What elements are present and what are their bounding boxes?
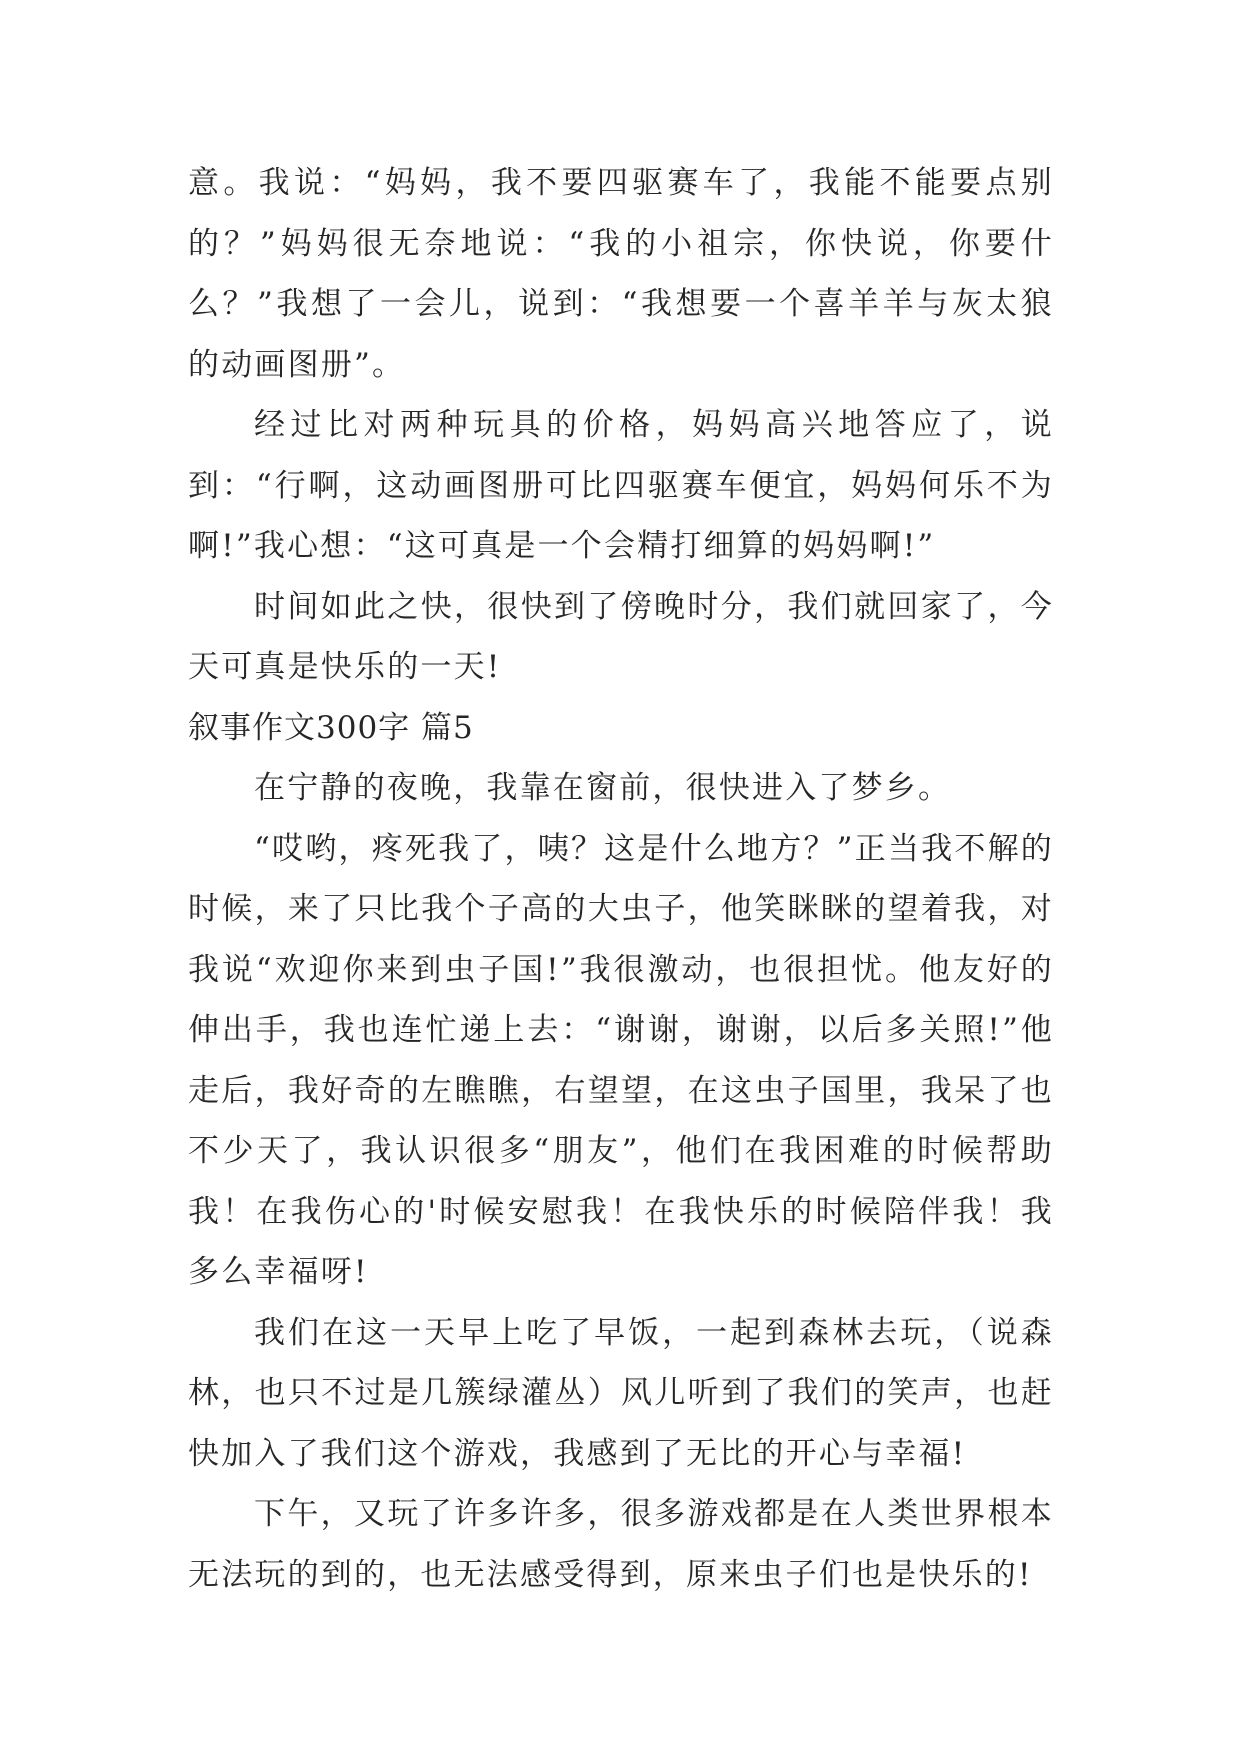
section-heading: 叙事作文300字 篇5 <box>188 709 474 746</box>
paragraph-continuation: 意。我说：“妈妈，我不要四驱赛车了，我能不能要点别的？”妈妈很无奈地说：“我的小祖宗，你快说，你要什么？”我想了一会儿，说到：“我想要一个喜羊羊与灰太狼的动画图册”。 <box>188 165 1054 383</box>
paragraph: 时间如此之快，很快到了傍晚时分，我们就回家了，今天可真是快乐的一天! <box>188 588 1054 685</box>
document-body <box>188 153 1054 1605</box>
paragraph: 下午，又玩了许多许多，很多游戏都是在人类世界根本无法玩的到的，也无法感受得到，原来虫子们也是快乐的! <box>188 1496 1054 1593</box>
paragraph: 我们在这一天早上吃了早饭，一起到森林去玩，（说森林，也只不过是几簇绿灌丛）风儿听到了我们的笑声，也赶快加入了我们这个游戏，我感到了无比的开心与幸福! <box>188 1314 1054 1472</box>
paragraph: 在宁静的夜晚，我靠在窗前，很快进入了梦乡。 <box>254 770 952 806</box>
paragraph: 经过比对两种玩具的价格，妈妈高兴地答应了，说到：“行啊，这动画图册可比四驱赛车便宜，妈妈何乐不为啊!”我心想：“这可真是一个会精打细算的妈妈啊!” <box>188 407 1054 564</box>
paragraph: “哎哟，疼死我了，咦？这是什么地方？”正当我不解的时候，来了只比我个子高的大虫子，他笑眯眯的望着我，对我说“欢迎你来到虫子国!”我很激动，也很担忧。他友好的伸出手，我也连忙递上去：“谢谢，谢谢，以后多关照!”他走后，我好奇的左瞧瞧，右望望，在这虫子国里，我呆了也不少天了，我认识很多“朋友”，他们在我困难的时候帮助我！在我伤心的'时候安慰我！在我快乐的时候陪伴我！我多么幸福呀! <box>188 830 1054 1290</box>
